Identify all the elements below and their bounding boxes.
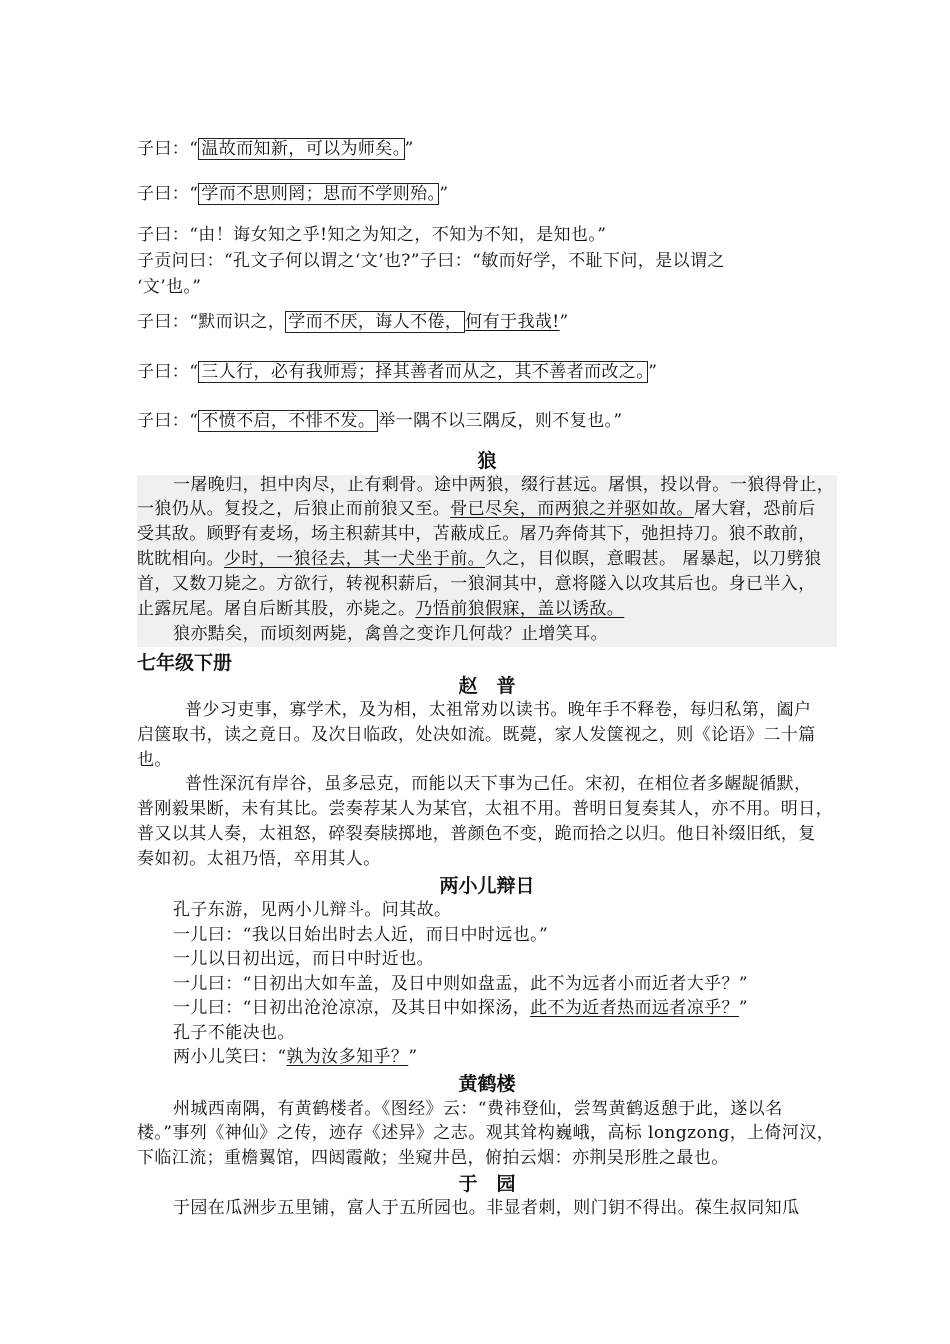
lunyu-line-5: ‘文’也。” <box>137 277 202 297</box>
zhaopu-line-1: 普少习吏事，寡学术，及为相，太祖常劝以读书。晚年手不释卷，每归私第，阖户 <box>185 700 812 720</box>
huanghelou-title: 黄鹤楼 <box>458 1073 516 1095</box>
yuyuan-title: 于 园 <box>458 1173 516 1195</box>
lunyu-line-8: 子曰：“ 不愤不启，不悱不发。 举一隅不以三隅反，则不复也。” <box>137 411 623 431</box>
lang-line-3: 受其敌。顾野有麦场，场主积薪其中，苫蔽成丘。屠乃奔倚其下，弛担持刀。狼不敢前， <box>137 524 816 544</box>
huanghelou-line-3: 下临江流；重檐翼馆，四闼霞敞；坐窥井邑，俯拍云烟：亦荆吴形胜之最也。 <box>137 1148 729 1168</box>
liangxiaoer-line-4: 一儿曰：“日初出大如车盖，及日中则如盘盂，此不为远者小而近者大乎？” <box>173 974 748 994</box>
lang-title: 狼 <box>477 450 497 472</box>
lunyu-line-4: 子贡问曰：“孔文子何以谓之‘文’也?”子曰：“敏而好学，不耻下问，是以谓之 <box>137 251 725 271</box>
huanghelou-line-2: 楼。”事列《神仙》之传，迹存《述异》之志。观其耸构巍峨，高标 longzong，上倚河汉， <box>137 1123 835 1143</box>
lunyu-line-1: 子曰：“ 温故而知新，可以为师矣。 ” <box>137 139 414 159</box>
lunyu-line-6: 子曰：“默而识之， 学而不厌，诲人不倦， 何有于我哉!” <box>137 312 569 332</box>
liangxiaoer-line-5: 一儿曰：“日初出沧沧凉凉，及其日中如探汤，此不为近者热而远者凉乎？” <box>173 998 748 1018</box>
zhaopu-line-3: 也。 <box>137 750 172 770</box>
lang-line-1: 一屠晚归，担中肉尽，止有剩骨。途中两狼，缀行甚远。屠惧，投以骨。一狼得骨止， <box>173 475 835 495</box>
zhaopu-line-6: 普又以其人奏，太祖怒，碎裂奏牍掷地，普颜色不变，跪而拾之以归。他日补缀旧纸，复 <box>137 824 816 844</box>
zhaopu-line-7: 奏如初。太祖乃悟，卒用其人。 <box>137 849 381 869</box>
zhaopu-title: 赵 普 <box>458 675 516 697</box>
yuyuan-line-1: 于园在瓜洲步五里铺，富人于五所园也。非显者刺，则门钥不得出。葆生叔同知瓜 <box>173 1198 800 1218</box>
liangxiaoer-line-3: 一儿以日初出远，而日中时近也。 <box>173 949 434 969</box>
lunyu-line-7: 子曰：“ 三人行，必有我师焉；择其善者而从之，其不善者而改之。 ” <box>137 362 658 382</box>
liangxiaoer-line-1: 孔子东游，见两小儿辩斗。问其故。 <box>173 900 452 920</box>
zhaopu-line-5: 普刚毅果断，未有其比。尝奏荐某人为某官，太祖不用。普明日复奏其人，亦不用。明日， <box>137 799 833 819</box>
zhaopu-line-2: 启箧取书，读之竟日。及次日临政，处决如流。既薨，家人发箧视之，则《论语》二十篇 <box>137 725 816 745</box>
lang-line-7: 狼亦黠矣，而顷刻两毙，禽兽之变诈几何哉？止增笑耳。 <box>173 624 608 644</box>
lunyu-line-2: 子曰：“ 学而不思则罔；思而不学则殆。 ” <box>137 184 449 204</box>
grade-heading: 七年级下册 <box>137 652 233 674</box>
huanghelou-line-1: 州城西南隅，有黄鹤楼者。《图经》云：“费祎登仙，尝驾黄鹤返憩于此，遂以名 <box>173 1099 783 1119</box>
liangxiaoer-title: 两小儿辩日 <box>439 875 535 897</box>
lang-line-6: 止露尻尾。屠自后断其股，亦毙之。乃悟前狼假寐，盖以诱敌。 <box>137 599 625 619</box>
liangxiaoer-line-2: 一儿曰：“我以日始出时去人近，而日中时远也。” <box>173 925 549 945</box>
liangxiaoer-line-6: 孔子不能决也。 <box>173 1023 295 1043</box>
lang-line-5: 首，又数刀毙之。方欲行，转视积薪后，一狼洞其中，意将隧入以攻其后也。身已半入， <box>137 574 816 594</box>
lunyu-line-3: 子曰：“由！诲女知之乎!知之为知之，不知为不知，是知也。” <box>137 225 607 245</box>
lang-line-2: 一狼仍从。复投之，后狼止而前狼又至。骨已尽矣，而两狼之并驱如故。屠大窘，恐前后 <box>137 499 816 519</box>
lang-line-4: 眈眈相向。少时，一狼径去，其一犬坐于前。久之，目似瞑，意暇甚。 屠暴起，以刀劈狼 <box>137 549 822 569</box>
zhaopu-line-4: 普性深沉有岸谷，虽多忌克，而能以天下事为己任。宋初，在相位者多龌龊循默， <box>185 774 812 794</box>
liangxiaoer-line-7: 两小儿笑曰：“孰为汝多知乎？” <box>173 1047 418 1067</box>
